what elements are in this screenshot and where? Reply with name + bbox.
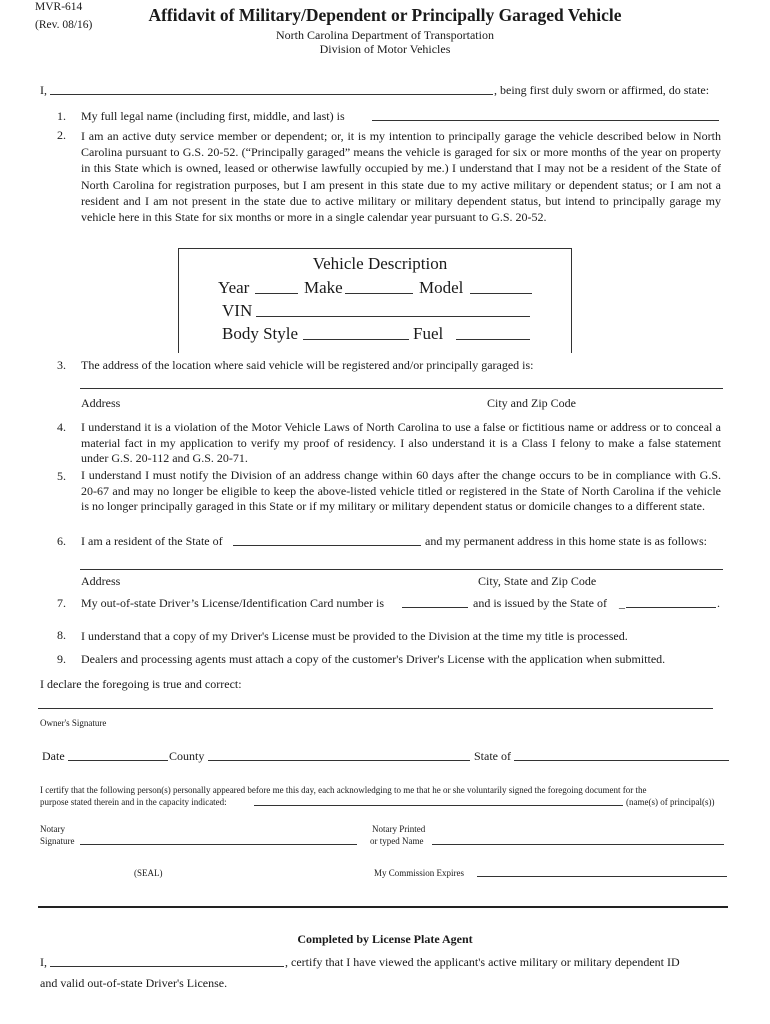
address-label: Address	[81, 396, 121, 410]
item-number: 2.	[57, 128, 66, 142]
section-divider	[38, 906, 728, 908]
vehicle-vin-field[interactable]	[256, 316, 530, 317]
city-zip-label: City and Zip Code	[487, 396, 576, 410]
vehicle-fuel-label: Fuel	[413, 324, 444, 343]
county-field[interactable]	[208, 760, 470, 761]
vehicle-body-style-label: Body Style	[222, 324, 299, 343]
vehicle-year-field[interactable]	[255, 293, 298, 294]
owner-signature-field[interactable]	[38, 708, 713, 709]
home-address-field[interactable]	[80, 569, 723, 570]
item-number: 9.	[57, 652, 66, 666]
item-6-text-b: and my permanent address in this home state is as follows:	[425, 534, 707, 548]
notary-printed-name-field[interactable]	[432, 844, 724, 845]
owner-signature-label: Owner's Signature	[40, 718, 107, 728]
license-number-field[interactable]	[402, 607, 468, 608]
division-name: Division of Motor Vehicles	[319, 42, 451, 56]
vehicle-model-field[interactable]	[470, 293, 532, 294]
intro-lead: I,	[40, 83, 47, 97]
item-number: 4.	[57, 420, 66, 434]
department-name: North Carolina Department of Transportation	[276, 28, 494, 42]
agent-name-field[interactable]	[50, 966, 284, 967]
notary-signature-label-1: Notary	[40, 824, 65, 834]
item-7-text-a: My out-of-state Driver’s License/Identification Card number is	[81, 596, 385, 610]
item-9-text: Dealers and processing agents must attach a copy of the customer's Driver's License with the application when submitted.	[81, 652, 666, 666]
principals-label: (name(s) of principal(s))	[626, 797, 715, 807]
item-4-text: I understand it is a violation of the Motor Vehicle Laws of North Carolina to use a false or fictitious name or address or to conceal a material fact in my application to verify my proof of residency. I also understand it is a Class I felony to make a false statement under G.S. 20-112 and G.S. 20-71.	[81, 420, 721, 465]
seal-label: (SEAL)	[134, 868, 163, 878]
form-number: MVR-614	[35, 1, 83, 13]
item-6-text-a: I am a resident of the State of	[81, 534, 223, 548]
garage-address-field[interactable]	[80, 388, 723, 389]
notary-printed-label-2: or typed Name	[370, 836, 424, 846]
item-number: 6.	[57, 534, 66, 548]
county-label: County	[169, 749, 205, 763]
item-1-text: My full legal name (including first, middle, and last) is	[81, 109, 345, 123]
item-number: 1.	[57, 109, 66, 123]
vehicle-body-style-field[interactable]	[303, 339, 409, 340]
notary-signature-field[interactable]	[80, 844, 357, 845]
legal-name-field[interactable]	[372, 120, 719, 121]
vehicle-make-label: Make	[304, 278, 343, 297]
state-field[interactable]	[514, 760, 729, 761]
item-number: 5.	[57, 469, 66, 483]
vehicle-make-field[interactable]	[345, 293, 413, 294]
agent-lead: I,	[40, 955, 47, 969]
item-7-text-c: _	[619, 596, 625, 610]
vehicle-model-label: Model	[419, 278, 464, 297]
vehicle-description-title: Vehicle Description	[312, 254, 448, 273]
agent-heading: Completed by License Plate Agent	[297, 932, 473, 946]
item-number: 7.	[57, 596, 66, 610]
state-of-label: State of	[474, 749, 511, 763]
declaration-text: I declare the foregoing is true and correct:	[40, 677, 242, 691]
vehicle-vin-label: VIN	[222, 301, 253, 320]
affiant-name-field[interactable]	[50, 94, 493, 95]
item-5-text: I understand I must notify the Division of an address change within 60 days after the change occurs to be in compliance with G.S. 20-67 and may no longer be eligible to keep the above-listed vehicle titled or registered in the State of North Carolina if the vehicle is no longer principally garaged in this State or if my military or military dependent status or domicile changes to a different state.	[81, 468, 721, 513]
page-title: Affidavit of Military/Dependent or Principally Garaged Vehicle	[148, 5, 622, 25]
item-7-text-d: .	[717, 596, 720, 610]
resident-state-field[interactable]	[233, 545, 421, 546]
principals-field[interactable]	[254, 805, 623, 806]
notary-certify-line-1: I certify that the following person(s) personally appeared before me this day, each acknowledging to me that he or she voluntarily signed the foregoing document for the	[40, 785, 647, 795]
city-state-zip-label: City, State and Zip Code	[478, 574, 597, 588]
commission-expires-field[interactable]	[477, 876, 727, 877]
notary-certify-line-2: purpose stated therein and in the capacity indicated:	[40, 797, 227, 807]
commission-expires-label: My Commission Expires	[374, 868, 465, 878]
date-field[interactable]	[68, 760, 168, 761]
notary-signature-label-2: Signature	[40, 836, 75, 846]
vehicle-year-label: Year	[218, 278, 250, 297]
item-8-text: I understand that a copy of my Driver's License must be provided to the Division at the time my title is processed.	[81, 629, 628, 643]
item-7-text-b: and is issued by the State of	[473, 596, 607, 610]
revision-date: (Rev. 08/16)	[35, 19, 93, 31]
address-label: Address	[81, 574, 121, 588]
intro-tail: , being first duly sworn or affirmed, do state:	[494, 83, 710, 97]
date-label: Date	[42, 749, 65, 763]
issuing-state-field[interactable]	[626, 607, 716, 608]
item-number: 3.	[57, 358, 66, 372]
item-3-text: The address of the location where said vehicle will be registered and/or principally garaged is:	[81, 358, 534, 372]
item-number: 8.	[57, 628, 66, 642]
notary-printed-label-1: Notary Printed	[372, 824, 426, 834]
item-2-text: I am an active duty service member or dependent; or, it is my intention to principally garage the vehicle described below in North Carolina pursuant to G.S. 20-52. (“Principally garaged” means the vehicle is garaged for six or more months of the year on property in this State which is owned, leased or otherwise lawfully occupied by me.) I understand that I may not be a resident of the State of North Carolina for registration purposes, but I am present in this state due to my active military or dependent status; or I am not a resident and I am not present in the state due to active military or military dependent status, but intend to principally garage my vehicle here in this State for six months or more in a single calendar year pursuant to G.S. 20-52.	[81, 129, 721, 225]
agent-certify-text: , certify that I have viewed the applicant's active military or military dependent ID	[285, 955, 680, 969]
vehicle-fuel-field[interactable]	[456, 339, 530, 340]
agent-certify-text-2: and valid out-of-state Driver's License.	[40, 976, 228, 990]
